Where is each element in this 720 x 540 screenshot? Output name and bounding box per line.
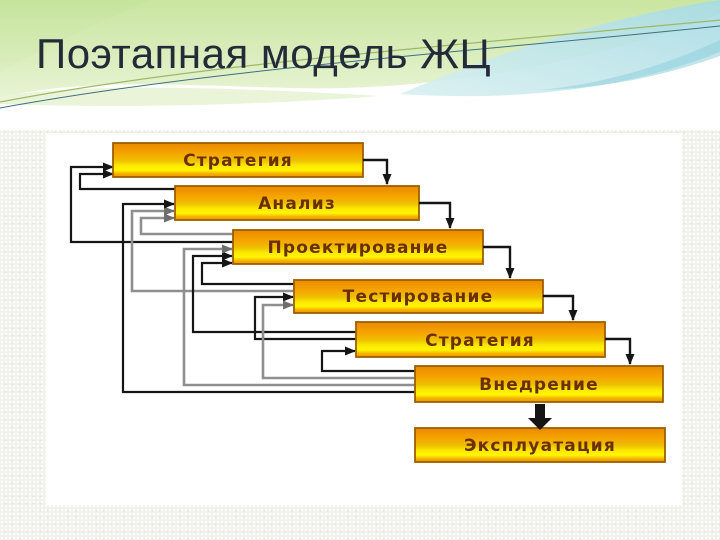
stage-bar-5: [356, 322, 605, 357]
stage-label: Проектирование: [267, 238, 449, 258]
stage-label: Тестирование: [342, 287, 494, 307]
stage-bar-4: [294, 280, 543, 313]
stage-bars: [113, 143, 665, 462]
stage-label: Эксплуатация: [464, 436, 616, 456]
stage-label: Стратегия: [425, 331, 535, 351]
stage-bar-1: [113, 143, 363, 177]
forward-arrow-analysis-to-design: [419, 203, 450, 228]
stage-label: Стратегия: [183, 151, 293, 171]
stage-bar-3: [233, 230, 483, 264]
forward-arrow-design-to-testing: [483, 247, 510, 278]
stage-bar-6: [415, 366, 663, 402]
forward-arrow-strategy5-to-implementation: [605, 339, 630, 364]
feedback-arrow-testing-to-design: [202, 263, 294, 284]
implementation-to-operation-arrow: [528, 404, 552, 430]
forward-arrow-strategy-to-analysis: [363, 160, 387, 184]
stage-bar-7: [415, 428, 665, 462]
stage-label: Анализ: [258, 194, 336, 214]
forward-arrow-testing-to-strategy5: [543, 296, 573, 320]
stage-label: Внедрение: [479, 375, 599, 395]
feedback-arrow-implementation-to-design: [184, 249, 415, 385]
stage-bar-2: [175, 186, 419, 220]
page-title: Поэтапная модель ЖЦ: [36, 30, 492, 77]
